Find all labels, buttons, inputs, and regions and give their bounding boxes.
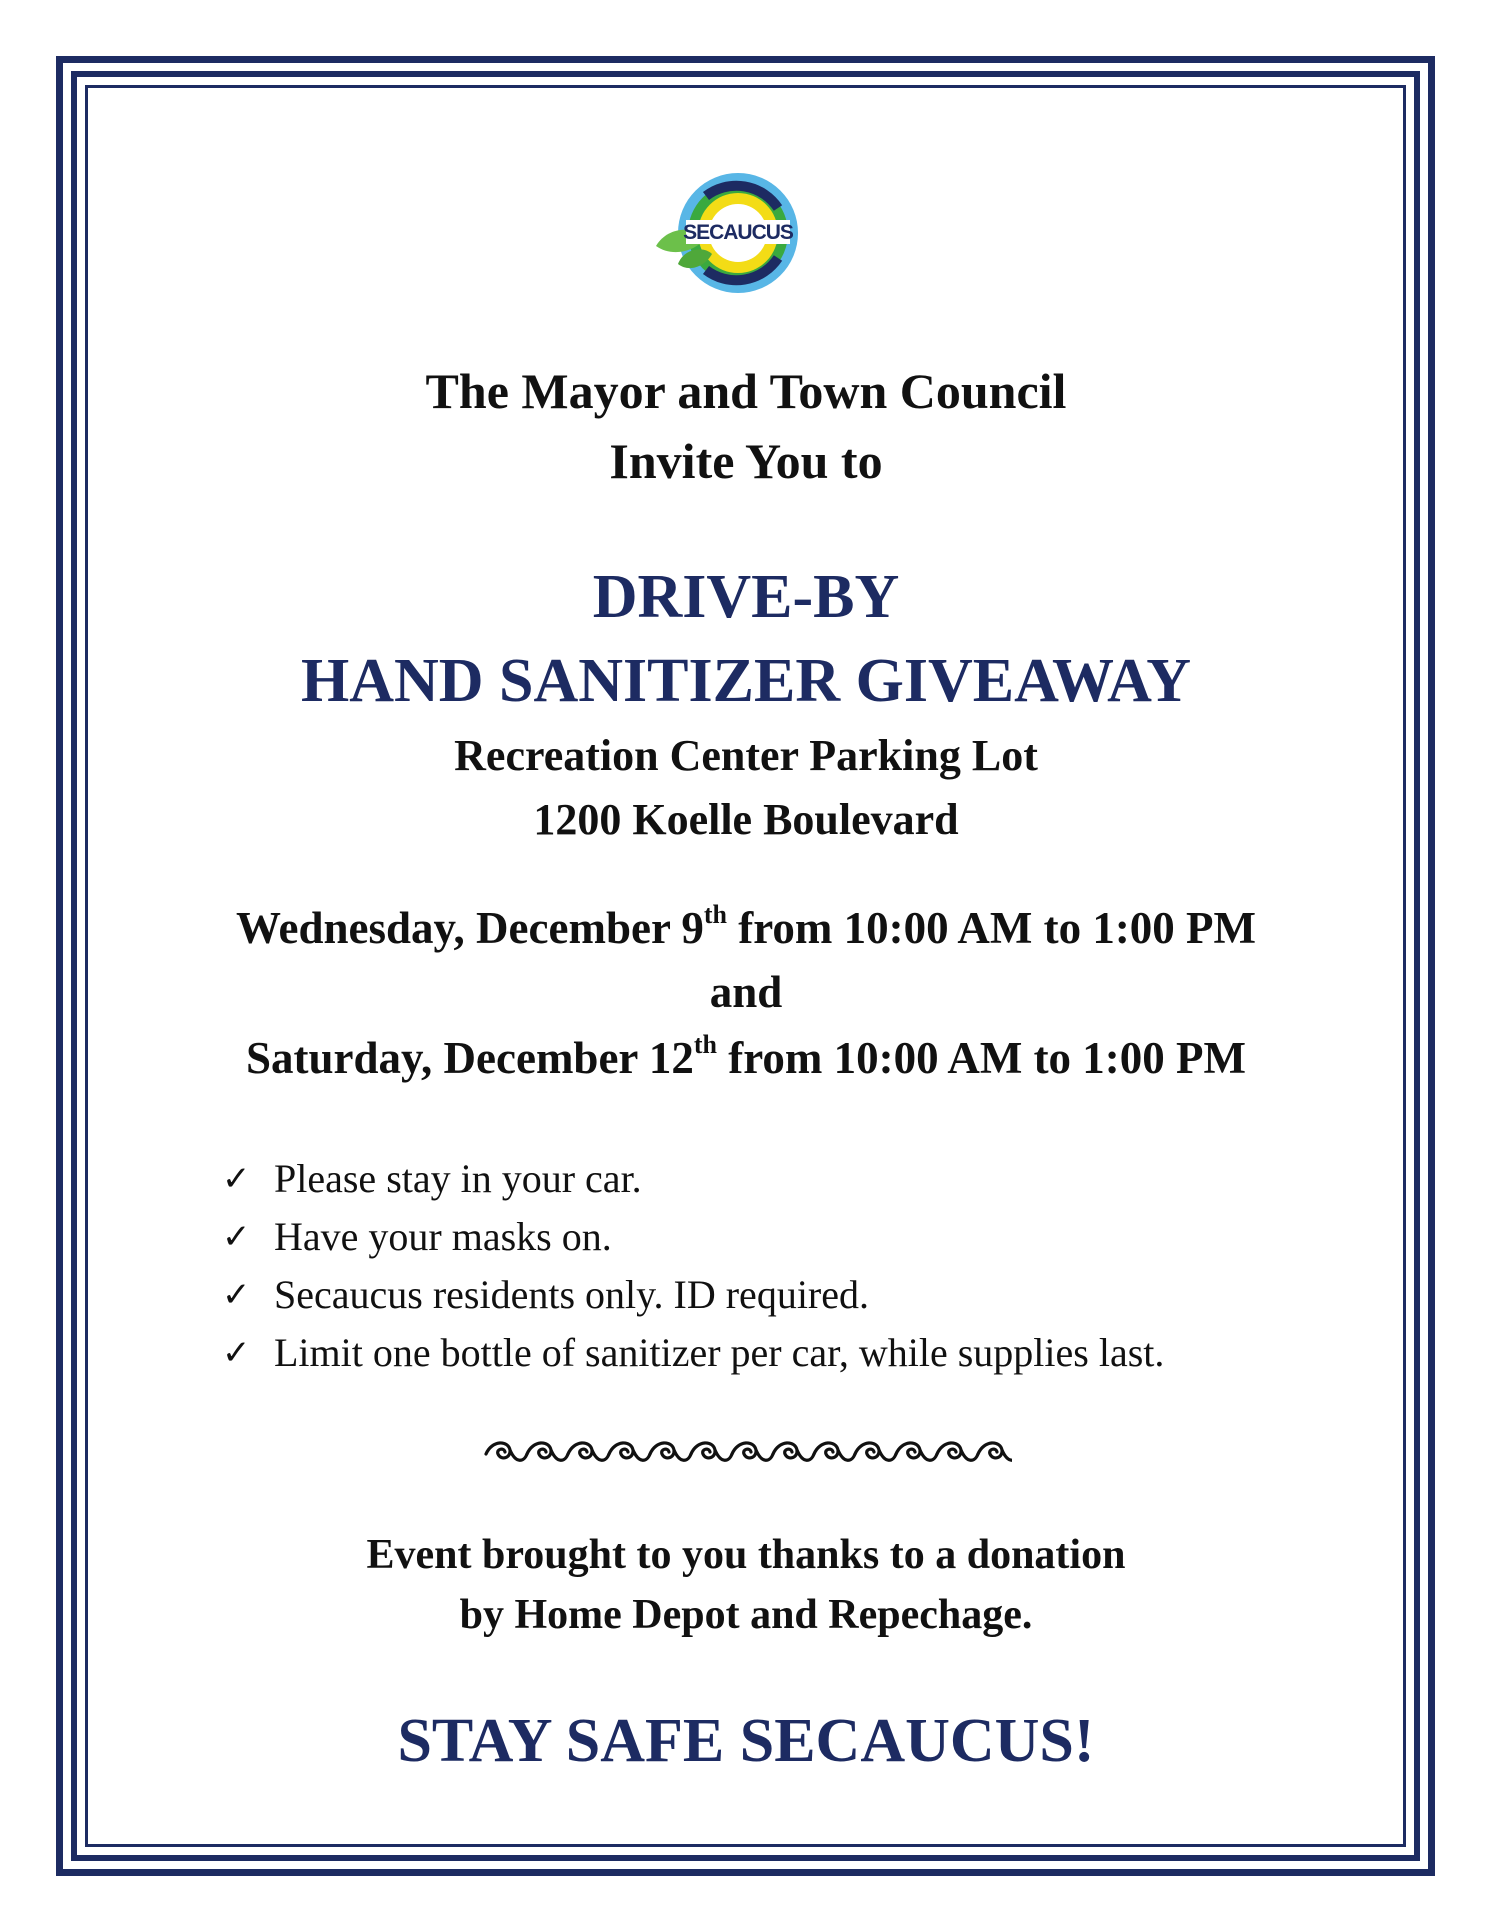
date-wednesday-time: from 10:00 AM to 1:00 PM — [726, 903, 1257, 953]
date-wednesday-day: Wednesday, December 9 — [235, 903, 704, 953]
list-item — [222, 1266, 1164, 1324]
date-joiner: and — [709, 967, 783, 1017]
list-item — [222, 1150, 1164, 1208]
swirl-ornament-segment — [691, 1443, 732, 1460]
swirl-ornament-icon — [480, 1434, 1012, 1470]
swirl-ornament-segment — [896, 1443, 937, 1460]
date-saturday-ordinal: th — [693, 1030, 717, 1059]
swirl-ornament-segment — [978, 1443, 1012, 1460]
swirl-ornament-segment — [855, 1443, 896, 1460]
swirl-ornament-segment — [814, 1443, 855, 1460]
list-item — [222, 1208, 1164, 1266]
swirl-ornament-segment — [650, 1443, 691, 1460]
check-icon: ✓ — [222, 1333, 251, 1373]
venue-name: Recreation Center Parking Lot — [454, 731, 1038, 780]
swirl-ornament-segment — [568, 1443, 609, 1460]
date-line-wednesday — [0, 900, 1492, 953]
list-item — [222, 1324, 1164, 1382]
rules-checklist — [222, 1150, 1164, 1382]
page-border-inner — [85, 85, 1406, 1847]
swirl-ornament-segment — [937, 1443, 978, 1460]
swirl-ornament-segment — [486, 1443, 527, 1460]
headline-line-2: HAND SANITIZER GIVEAWAY — [300, 647, 1192, 715]
check-icon: ✓ — [222, 1275, 251, 1315]
swirl-ornament-segment — [527, 1443, 568, 1460]
list-item-text: Have your masks on. — [274, 1214, 612, 1259]
check-icon: ✓ — [222, 1159, 251, 1199]
date-wednesday-ordinal: th — [703, 900, 727, 929]
logo-text: SECAUCUS — [683, 221, 793, 244]
thanks-line-1: Event brought to you thanks to a donation — [366, 1532, 1126, 1578]
headline-line-1: DRIVE-BY — [592, 563, 900, 631]
swirl-ornament-segment — [773, 1443, 814, 1460]
list-item-text: Please stay in your car. — [274, 1156, 642, 1201]
intro-line-1: The Mayor and Town Council — [425, 363, 1067, 419]
list-item-text: Secaucus residents only. ID required. — [274, 1272, 869, 1317]
secaucus-logo — [648, 168, 818, 298]
date-line-saturday — [0, 1030, 1492, 1083]
venue-address: 1200 Koelle Boulevard — [533, 795, 959, 844]
date-saturday-day: Saturday, December 12 — [245, 1033, 694, 1083]
date-saturday-time: from 10:00 AM to 1:00 PM — [716, 1033, 1247, 1083]
check-icon: ✓ — [222, 1217, 251, 1257]
swirl-ornament-segment — [732, 1443, 773, 1460]
closing-slogan: STAY SAFE SECAUCUS! — [397, 1707, 1095, 1775]
thanks-line-2: by Home Depot and Repechage. — [459, 1592, 1033, 1638]
list-item-text: Limit one bottle of sanitizer per car, while supplies last. — [274, 1330, 1165, 1375]
intro-line-2: Invite You to — [609, 433, 883, 489]
swirl-ornament-segment — [609, 1443, 650, 1460]
